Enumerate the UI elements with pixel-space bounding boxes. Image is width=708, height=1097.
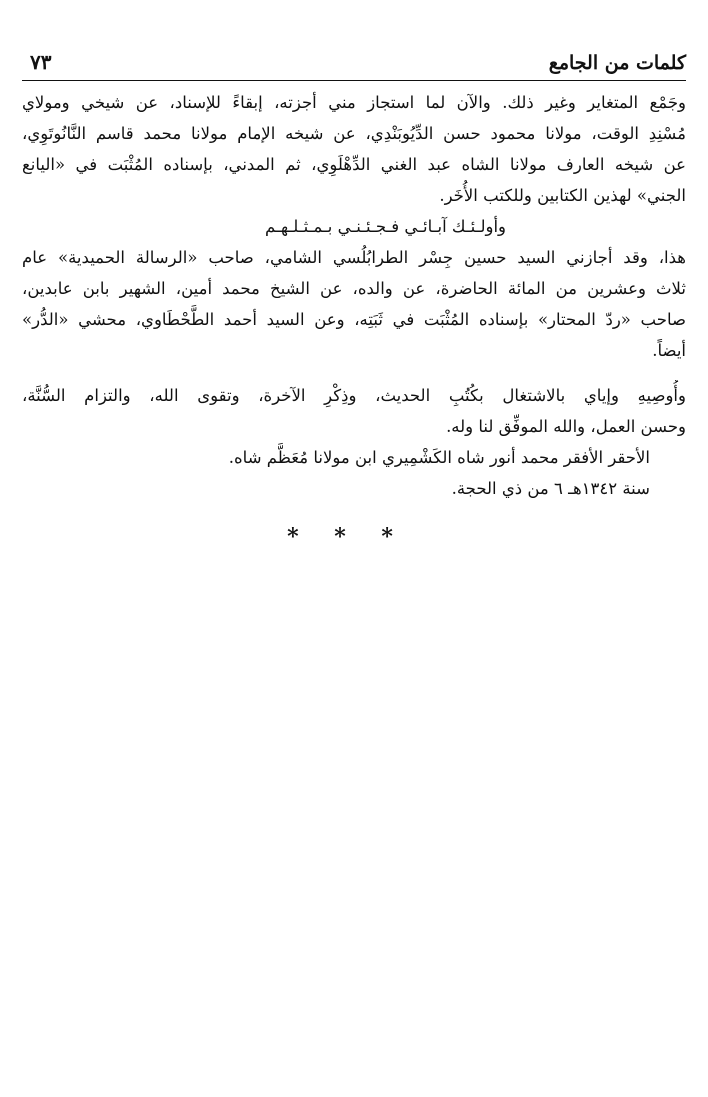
running-title: كلمات من الجامع <box>548 52 686 74</box>
running-header <box>22 44 686 74</box>
text-line: أيضاً. <box>652 341 686 360</box>
text-line: مُسْنِدِ الوقت، مولانا محمود حسن الدِّيُوبَنْدِي، عن شيخه الإمام مولانا محمد قاسم النَّانُوتَوِي، <box>22 124 686 143</box>
paragraph-advice <box>22 380 686 442</box>
header-rule <box>22 80 686 81</box>
signature-line: الأحقر الأفقر محمد أنور شاه الكَشْمِيري ابن مولانا مُعَظَّم شاه. <box>228 448 650 467</box>
text-line: وحسن العمل، والله الموفِّق لنا وله. <box>446 417 686 436</box>
text-line: الجني» لهذين الكتابين وللكتب الأُخَر. <box>439 186 686 205</box>
text-line: وجَمْع المتغاير وغير ذلك. والآن لما استجاز مني أجزته، إبقاءً للإسناد، عن شيخي ومولاي <box>22 93 686 112</box>
paragraph-second-ijaza <box>22 242 686 366</box>
text-line: ثلاث وعشرين من المائة الحاضرة، عن والده، عن الشيخ محمد أمين، الشهير بابن عابدين، <box>22 279 686 298</box>
text-line: هذا، وقد أجازني السيد حسين جِسْر الطرابُلُسي الشامي، صاحب «الرسالة الحميدية» عام <box>22 248 686 267</box>
page-number: ٧٣ <box>30 50 52 74</box>
poetry-verse: وأولـئـك آبـائـي فـجـئـنـي بـمـثـلـهـم <box>265 217 506 236</box>
text-line: عن شيخه العارف مولانا الشاه عبد الغني الدِّهْلَوِي، ثم المدني، بإسناده المُثْبَت في «اليانع <box>22 155 686 174</box>
text-line: صاحب «ردّ المحتار» بإسناده المُثْبَت في ثَبَتِه، وعن السيد أحمد الطَّحْطَاوي، محشي «الدُّر» <box>22 310 686 329</box>
page-body <box>22 87 686 553</box>
book-page <box>22 44 686 553</box>
text-line: وأُوصِيهِ وإياي بالاشتغال بكُتُبِ الحديث، وذِكْرِ الآخرة، وتقوى الله، والتزام السُّنَّة، <box>22 386 686 405</box>
date-line: سنة ١٣٤٢هـ ٦ من ذي الحجة. <box>451 479 650 498</box>
paragraph-gap <box>22 366 686 380</box>
paragraph-ijaza <box>22 87 686 211</box>
section-separator: * * * <box>287 524 407 550</box>
